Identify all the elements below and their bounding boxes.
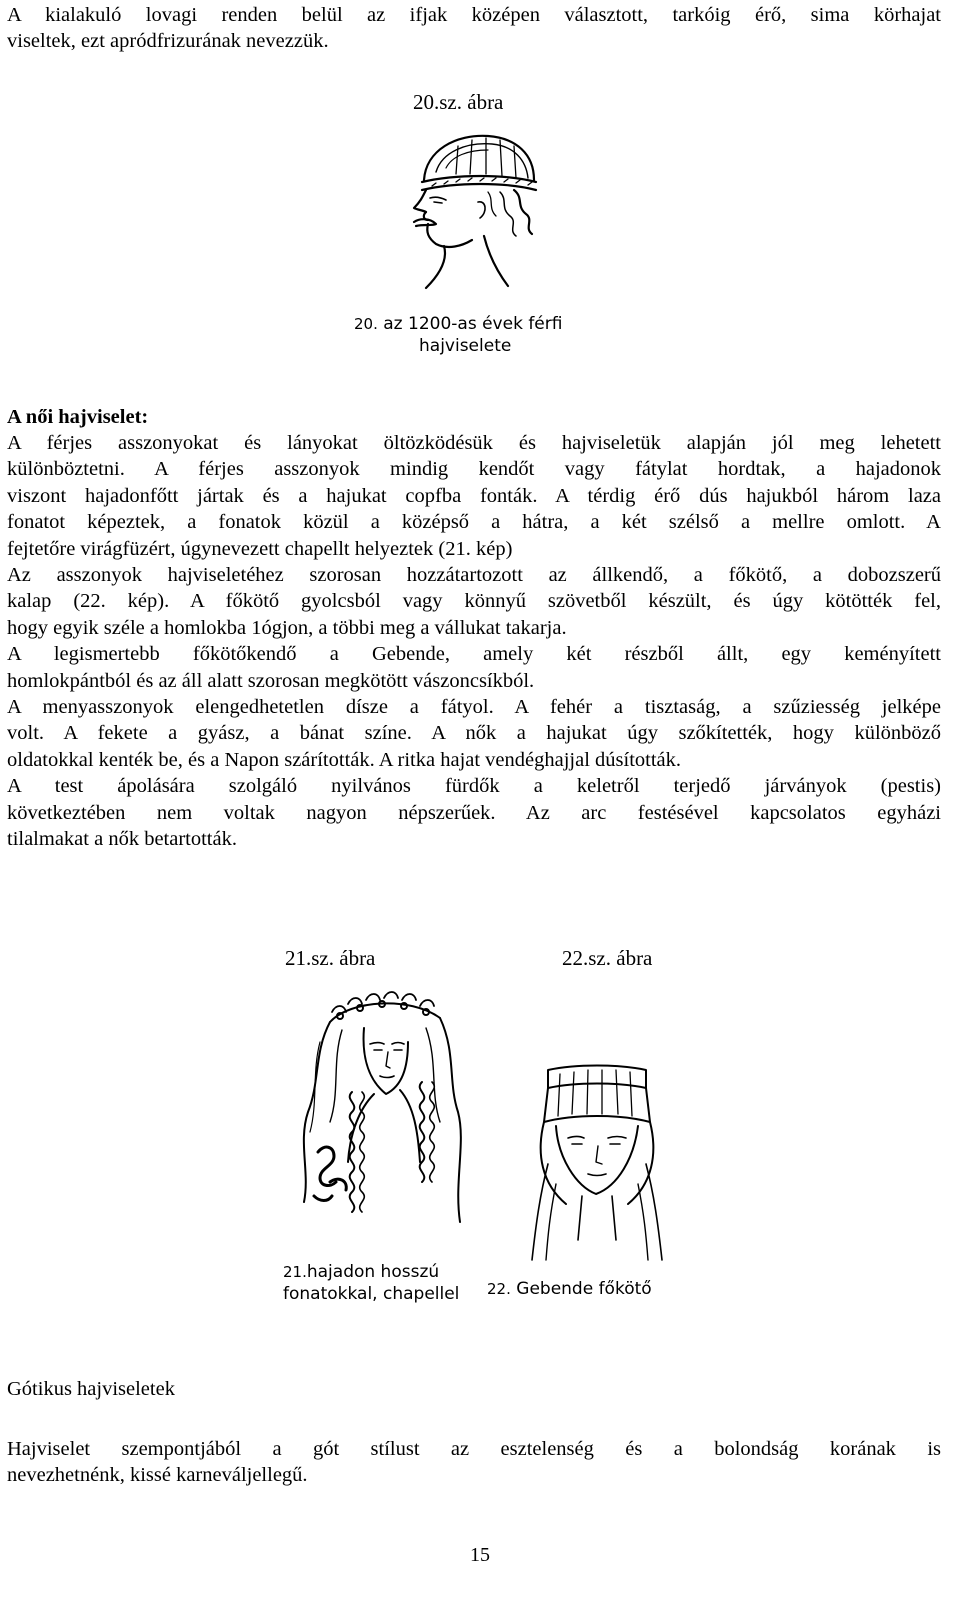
gothic-line-1: Hajviselet szempontjából a gót stílust az esztelenség és a bolondság korának is	[7, 1438, 941, 1460]
gothic-line-2: nevezhetnénk, kissé karneváljellegű.	[7, 1464, 308, 1487]
female-paragraphs	[7, 430, 941, 853]
figure-22-illustration	[526, 1064, 666, 1264]
female-line-14: A test ápolására szolgáló nyilvános fürdők a keletről terjedő járványok (pestis)	[7, 775, 941, 798]
gothic-paragraph	[7, 1436, 941, 1489]
female-line-2: különböztetni. A férjes asszonyok mindig kendőt vagy fátylat hordtak, a hajadonok	[7, 458, 941, 481]
figure-20-title: 20.sz. ábra	[413, 90, 504, 114]
figure-21-title: 21.sz. ábra	[285, 946, 376, 970]
intro-paragraph	[7, 2, 941, 55]
female-line-10: homlokpántból és az áll alatt szorosan megkötött vászoncsíkból.	[7, 669, 535, 692]
figure-20-caption-line-1: az 1200-as évek férfi	[383, 314, 563, 334]
female-line-15: következtében nem voltak nagyon népszerűek. Az arc festésével kapcsolatos egyházi	[7, 801, 941, 824]
figure-22-caption	[487, 1278, 652, 1300]
female-line-5: fejtetőre virágfüzért, úgynevezett chapellt helyeztek (21. kép)	[7, 537, 513, 560]
figure-21-caption-line-2: fonatokkal, chapellel	[283, 1284, 460, 1304]
female-line-11: A menyasszonyok elengedhetetlen dísze a fátyol. A fehér a tisztaság, a szűziesség jelképe	[7, 696, 941, 719]
female-line-7: kalap (22. kép). A főkötő gyolcsból vagy könnyű szövetből készült, és úgy kötötték fel,	[7, 590, 941, 613]
figure-20-illustration	[396, 128, 556, 298]
figure-20-caption-line-2: hajviselete	[419, 336, 512, 356]
intro-line-1: A kialakuló lovagi renden belül az ifjak középen választott, tarkóig érő, sima körhajat	[7, 4, 941, 26]
figure-22-title: 22.sz. ábra	[562, 946, 653, 970]
section-heading-female: A női hajviselet:	[7, 406, 149, 428]
figure-21-caption-number: 21.	[283, 1263, 307, 1281]
female-line-3: viszont hajadonfőtt jártak és a hajukat copfba fonták. A térdig érő dús hajukból három laza	[7, 484, 941, 507]
female-line-4: fonatot képeztek, a fonatok közül a középső a hátra, a két szélső a mellre omlott. A	[7, 511, 941, 534]
figure-21-illustration	[290, 982, 470, 1252]
intro-line-2: viseltek, ezt apródfrizurának nevezzük.	[7, 30, 329, 53]
figure-20-caption	[354, 313, 562, 357]
female-line-16: tilalmakat a nők betartották.	[7, 828, 237, 851]
page-number: 15	[470, 1544, 490, 1566]
female-line-8: hogy egyik széle a homlokba 1ógjon, a többi meg a vállukat takarja.	[7, 616, 567, 639]
figure-21-caption-line-1: hajadon hosszú	[306, 1262, 440, 1282]
figure-22-caption-number: 22.	[487, 1280, 511, 1298]
figure-20-caption-number: 20.	[354, 315, 378, 333]
female-line-9: A legismertebb főkötőkendő a Gebende, amely két részből állt, egy keményített	[7, 643, 941, 666]
figure-22-caption-line-1: Gebende főkötő	[516, 1279, 652, 1299]
female-line-13: oldatokkal kenték be, és a Napon szárították. A ritka hajat vendéghajjal dúsították.	[7, 748, 682, 771]
figure-21-caption	[283, 1261, 459, 1305]
female-line-6: Az asszonyok hajviseletéhez szorosan hozzátartozott az állkendő, a főkötő, a dobozszerű	[7, 564, 941, 587]
female-line-1: A férjes asszonyokat és lányokat öltözködésük és hajviseletük alapján jól meg lehetett	[7, 432, 941, 454]
section-heading-gothic: Gótikus hajviseletek	[7, 1378, 175, 1400]
female-line-12: volt. A fekete a gyász, a bánat színe. A nők a hajukat úgy szőkítették, hogy különböző	[7, 722, 941, 745]
